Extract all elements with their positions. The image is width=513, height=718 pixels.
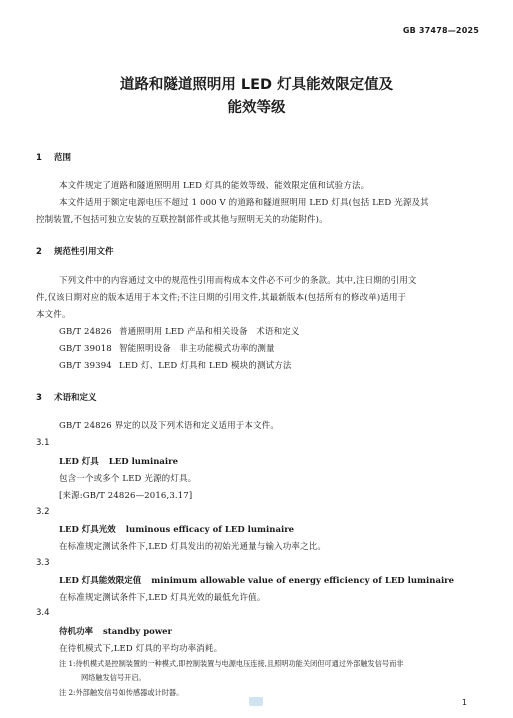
paragraph: 控制装置,不包括可独立安装的互联控制部件或其他与照明无关的功能附件)。: [36, 215, 328, 225]
term-definition: 在标准规定测试条件下,LED 灯具发出的初始光通量与输入功率之比。: [59, 542, 327, 552]
section-number: 3: [36, 393, 42, 403]
term-zh: LED 灯具: [59, 457, 99, 467]
paragraph: 本文件。: [36, 310, 71, 320]
section-title: 术语和定义: [54, 393, 97, 403]
term-zh: 待机功率: [59, 627, 94, 637]
term-en: minimum allowable value of energy efficiency of LED luminaire: [151, 576, 455, 586]
reference-code: GB/T 39394: [59, 361, 112, 371]
paragraph: 下列文件中的内容通过文中的规范性引用而构成本文件必不可少的条款。其中,注日期的引用文: [59, 276, 417, 286]
section-1-heading: [36, 151, 71, 163]
section-title: 规范性引用文件: [54, 247, 114, 257]
section-title: 范围: [54, 153, 72, 163]
reference-item: [59, 359, 292, 371]
note-1-continued: 网络触发信号开启。: [81, 673, 146, 682]
note-1: 注 1:待机模式是控制装置的一种模式,即控制装置与电源电压连接,且照明功能关闭但可通过外部触发信号而非: [59, 659, 404, 668]
section-number: 1: [36, 153, 42, 163]
paragraph: 本文件适用于额定电源电压不超过 1 000 V 的道路和隧道照明用 LED 灯具(包括 LED 光源及其: [59, 198, 429, 208]
section-3-heading: [36, 391, 97, 403]
document-title-line2: 能效等级: [227, 100, 286, 116]
reference-code: GB/T 24826: [59, 327, 112, 337]
term-en: luminous efficacy of LED luminaire: [125, 525, 295, 535]
page-number: 1: [461, 698, 467, 707]
term-heading: [59, 455, 178, 467]
standard-number: GB 37478—2025: [402, 26, 479, 35]
reference-title: 普通照明用 LED 产品和相关设备 术语和定义: [119, 327, 300, 337]
watermark-logo: [249, 697, 263, 706]
section-number: 2: [36, 247, 42, 257]
section-2-heading: [36, 245, 114, 257]
reference-item: [59, 342, 275, 354]
paragraph: GB/T 24826 界定的以及下列术语和定义适用于本文件。: [59, 421, 280, 431]
note-2: 注 2:外部触发信号如传感器或计时器。: [59, 688, 184, 697]
reference-title: LED 灯、LED 灯具和 LED 模块的测试方法: [119, 361, 292, 371]
term-number: 3.1: [36, 438, 50, 448]
term-number: 3.3: [36, 558, 50, 568]
term-source: [来源:GB/T 24826—2016,3.17]: [59, 491, 193, 501]
term-en: standby power: [103, 627, 173, 637]
term-en: LED luminaire: [108, 457, 179, 467]
term-number: 3.4: [36, 608, 50, 618]
reference-title: 智能照明设备 非主功能模式功率的测量: [119, 344, 275, 354]
term-heading: [59, 523, 294, 535]
term-heading: [59, 625, 172, 637]
paragraph: 本文件规定了道路和隧道照明用 LED 灯具的能效等级、能效限定值和试验方法。: [59, 181, 370, 191]
reference-item: [59, 325, 300, 337]
reference-code: GB/T 39018: [59, 344, 112, 354]
paragraph: 件,仅该日期对应的版本适用于本文件;不注日期的引用文件,其最新版本(包括所有的修改单)适用于: [36, 293, 407, 303]
term-heading: [59, 574, 454, 586]
term-zh: LED 灯具能效限定值: [59, 576, 142, 586]
term-zh: LED 灯具光效: [59, 525, 116, 535]
document-title-line1: 道路和隧道照明用 LED 灯具能效限定值及: [119, 77, 394, 93]
term-number: 3.2: [36, 507, 50, 517]
term-definition: 在待机模式下,LED 灯具的平均功率消耗。: [59, 644, 223, 654]
term-definition: 包含一个或多个 LED 光源的灯具。: [59, 474, 197, 484]
term-definition: 在标准规定测试条件下,LED 灯具光效的最低允许值。: [59, 593, 266, 603]
